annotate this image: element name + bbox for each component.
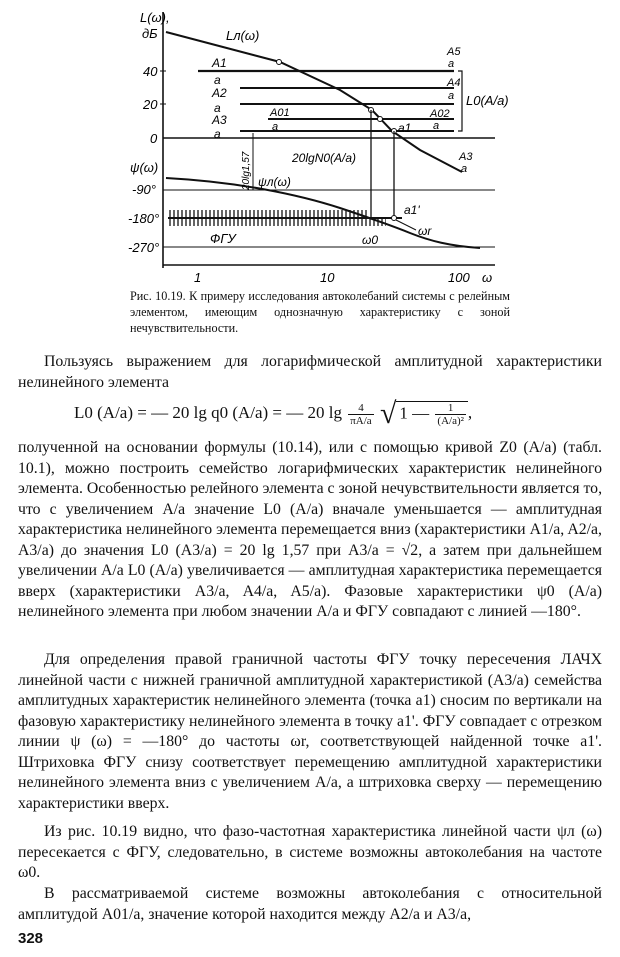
formula-frac-2-den: (A/a)²	[437, 415, 464, 427]
phase-tick-label-180: -180°	[128, 211, 160, 226]
freq-tick-label-1: 1	[194, 270, 202, 285]
paragraph-3: Для определения правой граничной частоты ФГУ точку пересечения ЛАЧХ линейной части с нижней граничной амплитудной характеристикой (A3/a) семейства амплитудных характеристик нелинейного элемента (точка a1) сносим по вертикали на фазовую характеристику нелинейного элемента в точку a1'. ФГУ совпадает с отрезком линии ψ (ω) = —180° до частоты ωr, соответствующей найденной точке a1'. Штриховка ФГУ снизу соответствует перемещению амплитудной характеристики нелинейного элемента вниз с увеличением A/a, а штриховка сверху — перемещению характеристики вверх.	[18, 651, 602, 812]
paragraph-2: полученной на основании формулы (10.14), или с помощью кривой Z0 (A/a) (табл. 10.1), можно построить семейство логарифмических характеристик нелинейного элемента. Особенностью релейного элемента с зоной нечувствительности является то, что с увеличением A/a значение L0 (A/a) вначале уменьшается — амплитудная характеристика нелинейного элемента перемещается вниз (характеристики A1/a, A2/a, A3/a) до значения L0 (A3/a) = 20 lg 1,57 при A3/a = √2, а затем при дальнейшем увеличении A/a L0 (A/a) увеличивается — амплитудная характеристика перемещается вверх (характеристики A3/a, A4/a, A5/a). Фазовые характеристики ψ0 (A/a) нелинейного элемента при любом значении A/a и ФГУ совпадают с линией —180°.	[18, 439, 603, 620]
label-A3: A3	[212, 113, 227, 127]
phase-axis-label: ψ(ω)	[130, 160, 159, 175]
figure-caption: Рис. 10.19. К примеру исследования автоколебаний системы с релейным элементом, имеющим однозначную характеристику с зоной нечувствительности.	[130, 289, 510, 335]
label-A4-den: a	[448, 90, 455, 102]
freq-axis-label: ω	[482, 270, 493, 285]
label-A2-den: a	[214, 101, 221, 115]
label-a1: a1	[398, 121, 412, 135]
label-A5: A5	[447, 46, 461, 58]
point-A02	[378, 117, 383, 122]
label-A3-right: A3	[459, 151, 473, 163]
page-number: 328	[18, 930, 44, 947]
label-A5-den: a	[448, 58, 455, 70]
label-20lg157: 20lg1,57	[241, 151, 252, 190]
paragraph-1: Пользуясь выражением для логарифмической амплитудной характеристики нелинейного элемента	[18, 353, 602, 391]
label-A1-den: a	[214, 73, 221, 87]
amp-tick-label-40: 40	[143, 64, 158, 79]
paragraph-4: Из рис. 10.19 видно, что фазо-частотная характеристика линейной части ψл (ω) пересекается с ФГУ, следовательно, в системе возможны автоколебания на частоте ω0.	[18, 823, 602, 881]
label-A02-den: a	[433, 120, 440, 132]
point-a1-prime	[392, 216, 397, 221]
paragraph-5: В рассматриваемой системе возможны автоколебания с относительной амплитудой A01/a, значение которой находится между A2/a и A3/a,	[18, 885, 602, 923]
label-omega0: ω0	[362, 233, 379, 247]
formula-frac-1-den: πA/a	[350, 414, 372, 427]
label-20lgN0: 20lgN0(A/a)	[292, 151, 357, 165]
formula-tail: ,	[467, 402, 473, 422]
amp-tick-label-0: 0	[150, 131, 158, 146]
formula-frac-2-num: 1	[435, 402, 466, 415]
label-A01: A01	[270, 107, 290, 119]
formula-sqrt-sign: √	[379, 397, 397, 430]
freq-tick-label-100: 100	[448, 270, 470, 285]
label-Ll: Lл(ω)	[226, 28, 260, 43]
formula-lhs: L0 (A/a) = — 20 lg q0 (A/a) = — 20 lg	[74, 402, 342, 422]
formula-frac-2	[435, 402, 466, 427]
label-A3-right-den: a	[461, 163, 468, 175]
yaxis-label-L: L(ω),	[140, 10, 170, 25]
point-Ll-A5	[277, 60, 282, 65]
label-A1: A1	[212, 56, 227, 70]
label-A2: A2	[212, 86, 227, 100]
label-omega-r: ωr	[418, 224, 432, 238]
formula-frac-1	[348, 402, 373, 427]
label-L0: L0(A/a)	[466, 93, 509, 108]
label-a1-prime: a1'	[404, 203, 420, 217]
fgu-hatch-bottom	[168, 219, 386, 226]
figure-10-19	[0, 0, 620, 290]
label-fgu: ФГУ	[210, 231, 236, 246]
label-A02: A02	[430, 108, 450, 120]
formula-L0	[74, 397, 472, 431]
label-A4: A4	[447, 77, 461, 89]
label-A01-den: a	[272, 121, 279, 133]
label-A3-den: a	[214, 127, 221, 141]
formula-frac-1-num: 4	[348, 402, 373, 415]
formula-under-root	[396, 401, 468, 427]
label-psi-l: ψл(ω)	[258, 175, 291, 189]
fgu-hatch-top	[168, 210, 368, 217]
phase-tick-label-90: -90°	[132, 182, 156, 197]
freq-tick-label-10: 10	[320, 270, 335, 285]
phase-tick-label-270: -270°	[128, 240, 160, 255]
yaxis-label-db: дБ	[142, 26, 158, 41]
amp-tick-label-20: 20	[143, 97, 158, 112]
formula-under-start: 1 —	[399, 403, 430, 423]
